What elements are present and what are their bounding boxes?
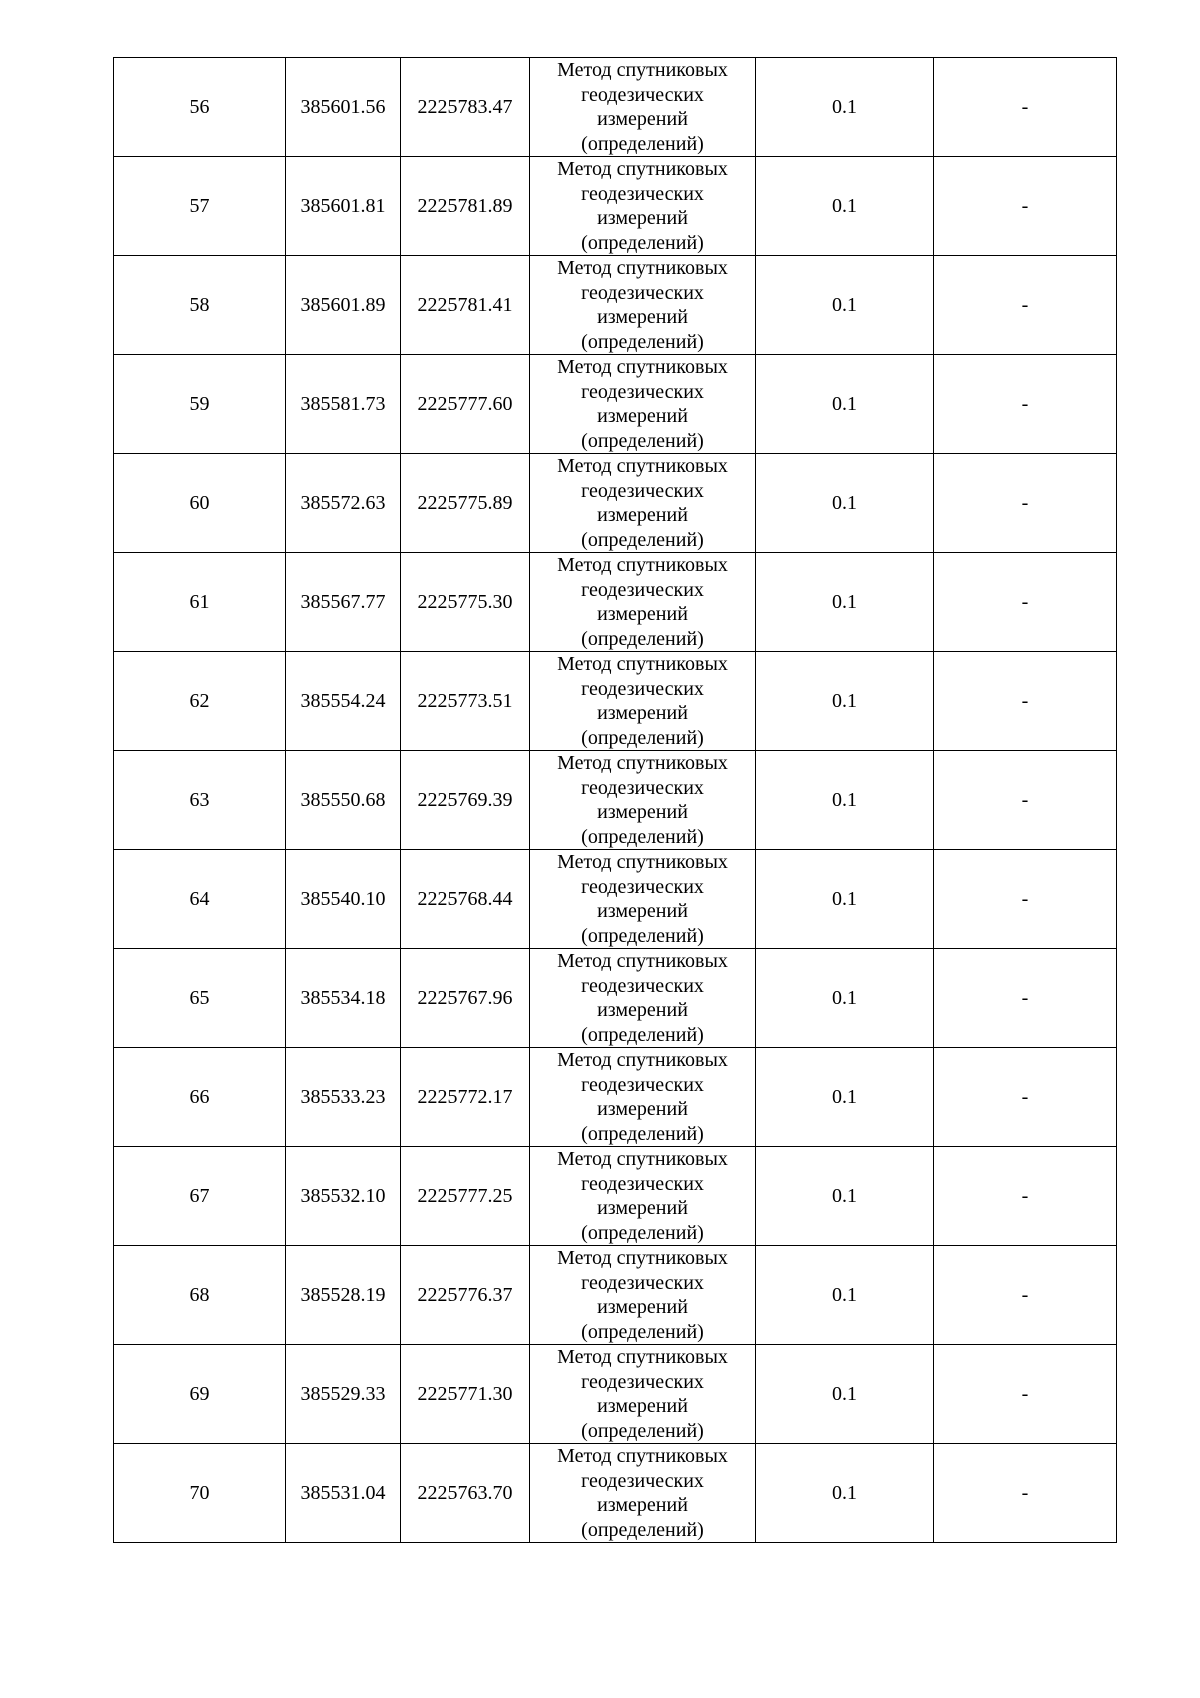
- note-cell: -: [934, 454, 1117, 553]
- x-coordinate-cell: 385528.19: [286, 1246, 401, 1345]
- accuracy-cell: 0.1: [756, 1147, 934, 1246]
- point-number-cell: 64: [114, 850, 286, 949]
- point-number-cell: 65: [114, 949, 286, 1048]
- point-number-cell: 70: [114, 1444, 286, 1543]
- note-cell: -: [934, 1444, 1117, 1543]
- x-coordinate-cell: 385567.77: [286, 553, 401, 652]
- x-coordinate-cell: 385532.10: [286, 1147, 401, 1246]
- method-line: геодезических: [581, 974, 704, 997]
- table-row: [114, 1345, 1117, 1444]
- y-coordinate-cell: 2225777.60: [401, 355, 530, 454]
- method-line: геодезических: [581, 1172, 704, 1195]
- y-coordinate-cell: 2225777.25: [401, 1147, 530, 1246]
- y-coordinate-cell: 2225775.89: [401, 454, 530, 553]
- method-line: геодезических: [581, 1271, 704, 1294]
- x-coordinate-cell: 385533.23: [286, 1048, 401, 1147]
- method-line: (определений): [581, 924, 704, 947]
- method-line: геодезических: [581, 1469, 704, 1492]
- x-coordinate-cell: 385601.81: [286, 157, 401, 256]
- method-line: геодезических: [581, 479, 704, 502]
- accuracy-cell: 0.1: [756, 652, 934, 751]
- method-line: Метод спутниковых: [557, 950, 728, 972]
- y-coordinate-cell: 2225781.41: [401, 256, 530, 355]
- y-coordinate-cell: 2225783.47: [401, 58, 530, 157]
- method-line: измерений: [597, 1296, 688, 1318]
- method-cell: [530, 751, 756, 850]
- note-cell: -: [934, 1345, 1117, 1444]
- method-cell: [530, 553, 756, 652]
- point-number-cell: 68: [114, 1246, 286, 1345]
- method-line: (определений): [581, 429, 704, 452]
- method-line: (определений): [581, 1221, 704, 1244]
- method-line: геодезических: [581, 1370, 704, 1393]
- method-line: измерений: [597, 801, 688, 823]
- note-cell: -: [934, 256, 1117, 355]
- method-cell: [530, 256, 756, 355]
- method-line: (определений): [581, 1023, 704, 1046]
- table-row: [114, 256, 1117, 355]
- table-row: [114, 949, 1117, 1048]
- method-line: Метод спутниковых: [557, 158, 728, 180]
- coordinates-table-body: [114, 58, 1117, 1543]
- coordinates-table: [113, 57, 1117, 1543]
- accuracy-cell: 0.1: [756, 58, 934, 157]
- method-line: Метод спутниковых: [557, 851, 728, 873]
- method-cell: [530, 1147, 756, 1246]
- method-line: измерений: [597, 1098, 688, 1120]
- table-row: [114, 1048, 1117, 1147]
- method-line: измерений: [597, 900, 688, 922]
- y-coordinate-cell: 2225773.51: [401, 652, 530, 751]
- method-line: геодезических: [581, 380, 704, 403]
- method-cell: [530, 949, 756, 1048]
- point-number-cell: 58: [114, 256, 286, 355]
- point-number-cell: 62: [114, 652, 286, 751]
- method-cell: [530, 1048, 756, 1147]
- x-coordinate-cell: 385550.68: [286, 751, 401, 850]
- method-line: измерений: [597, 702, 688, 724]
- method-line: Метод спутниковых: [557, 1148, 728, 1170]
- method-line: геодезических: [581, 875, 704, 898]
- y-coordinate-cell: 2225771.30: [401, 1345, 530, 1444]
- method-line: (определений): [581, 231, 704, 254]
- method-line: измерений: [597, 603, 688, 625]
- x-coordinate-cell: 385601.56: [286, 58, 401, 157]
- method-line: геодезических: [581, 182, 704, 205]
- method-line: измерений: [597, 207, 688, 229]
- method-line: (определений): [581, 726, 704, 749]
- method-line: Метод спутниковых: [557, 257, 728, 279]
- table-row: [114, 454, 1117, 553]
- method-cell: [530, 1444, 756, 1543]
- y-coordinate-cell: 2225772.17: [401, 1048, 530, 1147]
- method-line: измерений: [597, 504, 688, 526]
- accuracy-cell: 0.1: [756, 850, 934, 949]
- method-line: измерений: [597, 1197, 688, 1219]
- method-line: Метод спутниковых: [557, 653, 728, 675]
- method-line: Метод спутниковых: [557, 554, 728, 576]
- accuracy-cell: 0.1: [756, 256, 934, 355]
- y-coordinate-cell: 2225763.70: [401, 1444, 530, 1543]
- point-number-cell: 56: [114, 58, 286, 157]
- method-line: (определений): [581, 1122, 704, 1145]
- table-row: [114, 1147, 1117, 1246]
- x-coordinate-cell: 385581.73: [286, 355, 401, 454]
- x-coordinate-cell: 385534.18: [286, 949, 401, 1048]
- point-number-cell: 59: [114, 355, 286, 454]
- method-line: (определений): [581, 825, 704, 848]
- method-cell: [530, 1345, 756, 1444]
- point-number-cell: 57: [114, 157, 286, 256]
- method-line: измерений: [597, 1494, 688, 1516]
- method-line: (определений): [581, 528, 704, 551]
- method-line: Метод спутниковых: [557, 455, 728, 477]
- accuracy-cell: 0.1: [756, 751, 934, 850]
- method-line: Метод спутниковых: [557, 1346, 728, 1368]
- method-line: измерений: [597, 999, 688, 1021]
- y-coordinate-cell: 2225767.96: [401, 949, 530, 1048]
- note-cell: -: [934, 1048, 1117, 1147]
- accuracy-cell: 0.1: [756, 157, 934, 256]
- method-line: Метод спутниковых: [557, 1445, 728, 1467]
- method-line: геодезических: [581, 677, 704, 700]
- point-number-cell: 66: [114, 1048, 286, 1147]
- table-row: [114, 652, 1117, 751]
- note-cell: -: [934, 1246, 1117, 1345]
- table-row: [114, 1246, 1117, 1345]
- table-row: [114, 1444, 1117, 1543]
- point-number-cell: 60: [114, 454, 286, 553]
- method-line: (определений): [581, 132, 704, 155]
- method-line: геодезических: [581, 83, 704, 106]
- method-cell: [530, 454, 756, 553]
- accuracy-cell: 0.1: [756, 1246, 934, 1345]
- method-line: Метод спутниковых: [557, 356, 728, 378]
- table-row: [114, 553, 1117, 652]
- table-row: [114, 58, 1117, 157]
- point-number-cell: 69: [114, 1345, 286, 1444]
- x-coordinate-cell: 385554.24: [286, 652, 401, 751]
- x-coordinate-cell: 385529.33: [286, 1345, 401, 1444]
- y-coordinate-cell: 2225776.37: [401, 1246, 530, 1345]
- method-line: Метод спутниковых: [557, 59, 728, 81]
- method-line: измерений: [597, 1395, 688, 1417]
- note-cell: -: [934, 58, 1117, 157]
- method-cell: [530, 58, 756, 157]
- method-line: измерений: [597, 405, 688, 427]
- method-line: Метод спутниковых: [557, 1247, 728, 1269]
- note-cell: -: [934, 1147, 1117, 1246]
- method-cell: [530, 652, 756, 751]
- y-coordinate-cell: 2225775.30: [401, 553, 530, 652]
- method-line: Метод спутниковых: [557, 1049, 728, 1071]
- table-row: [114, 751, 1117, 850]
- accuracy-cell: 0.1: [756, 1345, 934, 1444]
- point-number-cell: 67: [114, 1147, 286, 1246]
- note-cell: -: [934, 157, 1117, 256]
- accuracy-cell: 0.1: [756, 454, 934, 553]
- method-line: измерений: [597, 108, 688, 130]
- table-row: [114, 850, 1117, 949]
- y-coordinate-cell: 2225768.44: [401, 850, 530, 949]
- method-line: геодезических: [581, 281, 704, 304]
- x-coordinate-cell: 385572.63: [286, 454, 401, 553]
- method-line: геодезических: [581, 578, 704, 601]
- method-line: измерений: [597, 306, 688, 328]
- method-cell: [530, 1246, 756, 1345]
- table-row: [114, 355, 1117, 454]
- method-cell: [530, 355, 756, 454]
- method-line: (определений): [581, 330, 704, 353]
- x-coordinate-cell: 385531.04: [286, 1444, 401, 1543]
- method-line: (определений): [581, 1419, 704, 1442]
- method-line: (определений): [581, 1518, 704, 1541]
- method-line: Метод спутниковых: [557, 752, 728, 774]
- accuracy-cell: 0.1: [756, 1444, 934, 1543]
- note-cell: -: [934, 949, 1117, 1048]
- accuracy-cell: 0.1: [756, 1048, 934, 1147]
- note-cell: -: [934, 850, 1117, 949]
- method-line: геодезических: [581, 776, 704, 799]
- y-coordinate-cell: 2225769.39: [401, 751, 530, 850]
- method-cell: [530, 850, 756, 949]
- note-cell: -: [934, 355, 1117, 454]
- method-line: (определений): [581, 627, 704, 650]
- x-coordinate-cell: 385601.89: [286, 256, 401, 355]
- note-cell: -: [934, 553, 1117, 652]
- accuracy-cell: 0.1: [756, 949, 934, 1048]
- note-cell: -: [934, 751, 1117, 850]
- table-row: [114, 157, 1117, 256]
- method-line: геодезических: [581, 1073, 704, 1096]
- point-number-cell: 63: [114, 751, 286, 850]
- y-coordinate-cell: 2225781.89: [401, 157, 530, 256]
- accuracy-cell: 0.1: [756, 553, 934, 652]
- method-line: (определений): [581, 1320, 704, 1343]
- method-cell: [530, 157, 756, 256]
- point-number-cell: 61: [114, 553, 286, 652]
- accuracy-cell: 0.1: [756, 355, 934, 454]
- note-cell: -: [934, 652, 1117, 751]
- x-coordinate-cell: 385540.10: [286, 850, 401, 949]
